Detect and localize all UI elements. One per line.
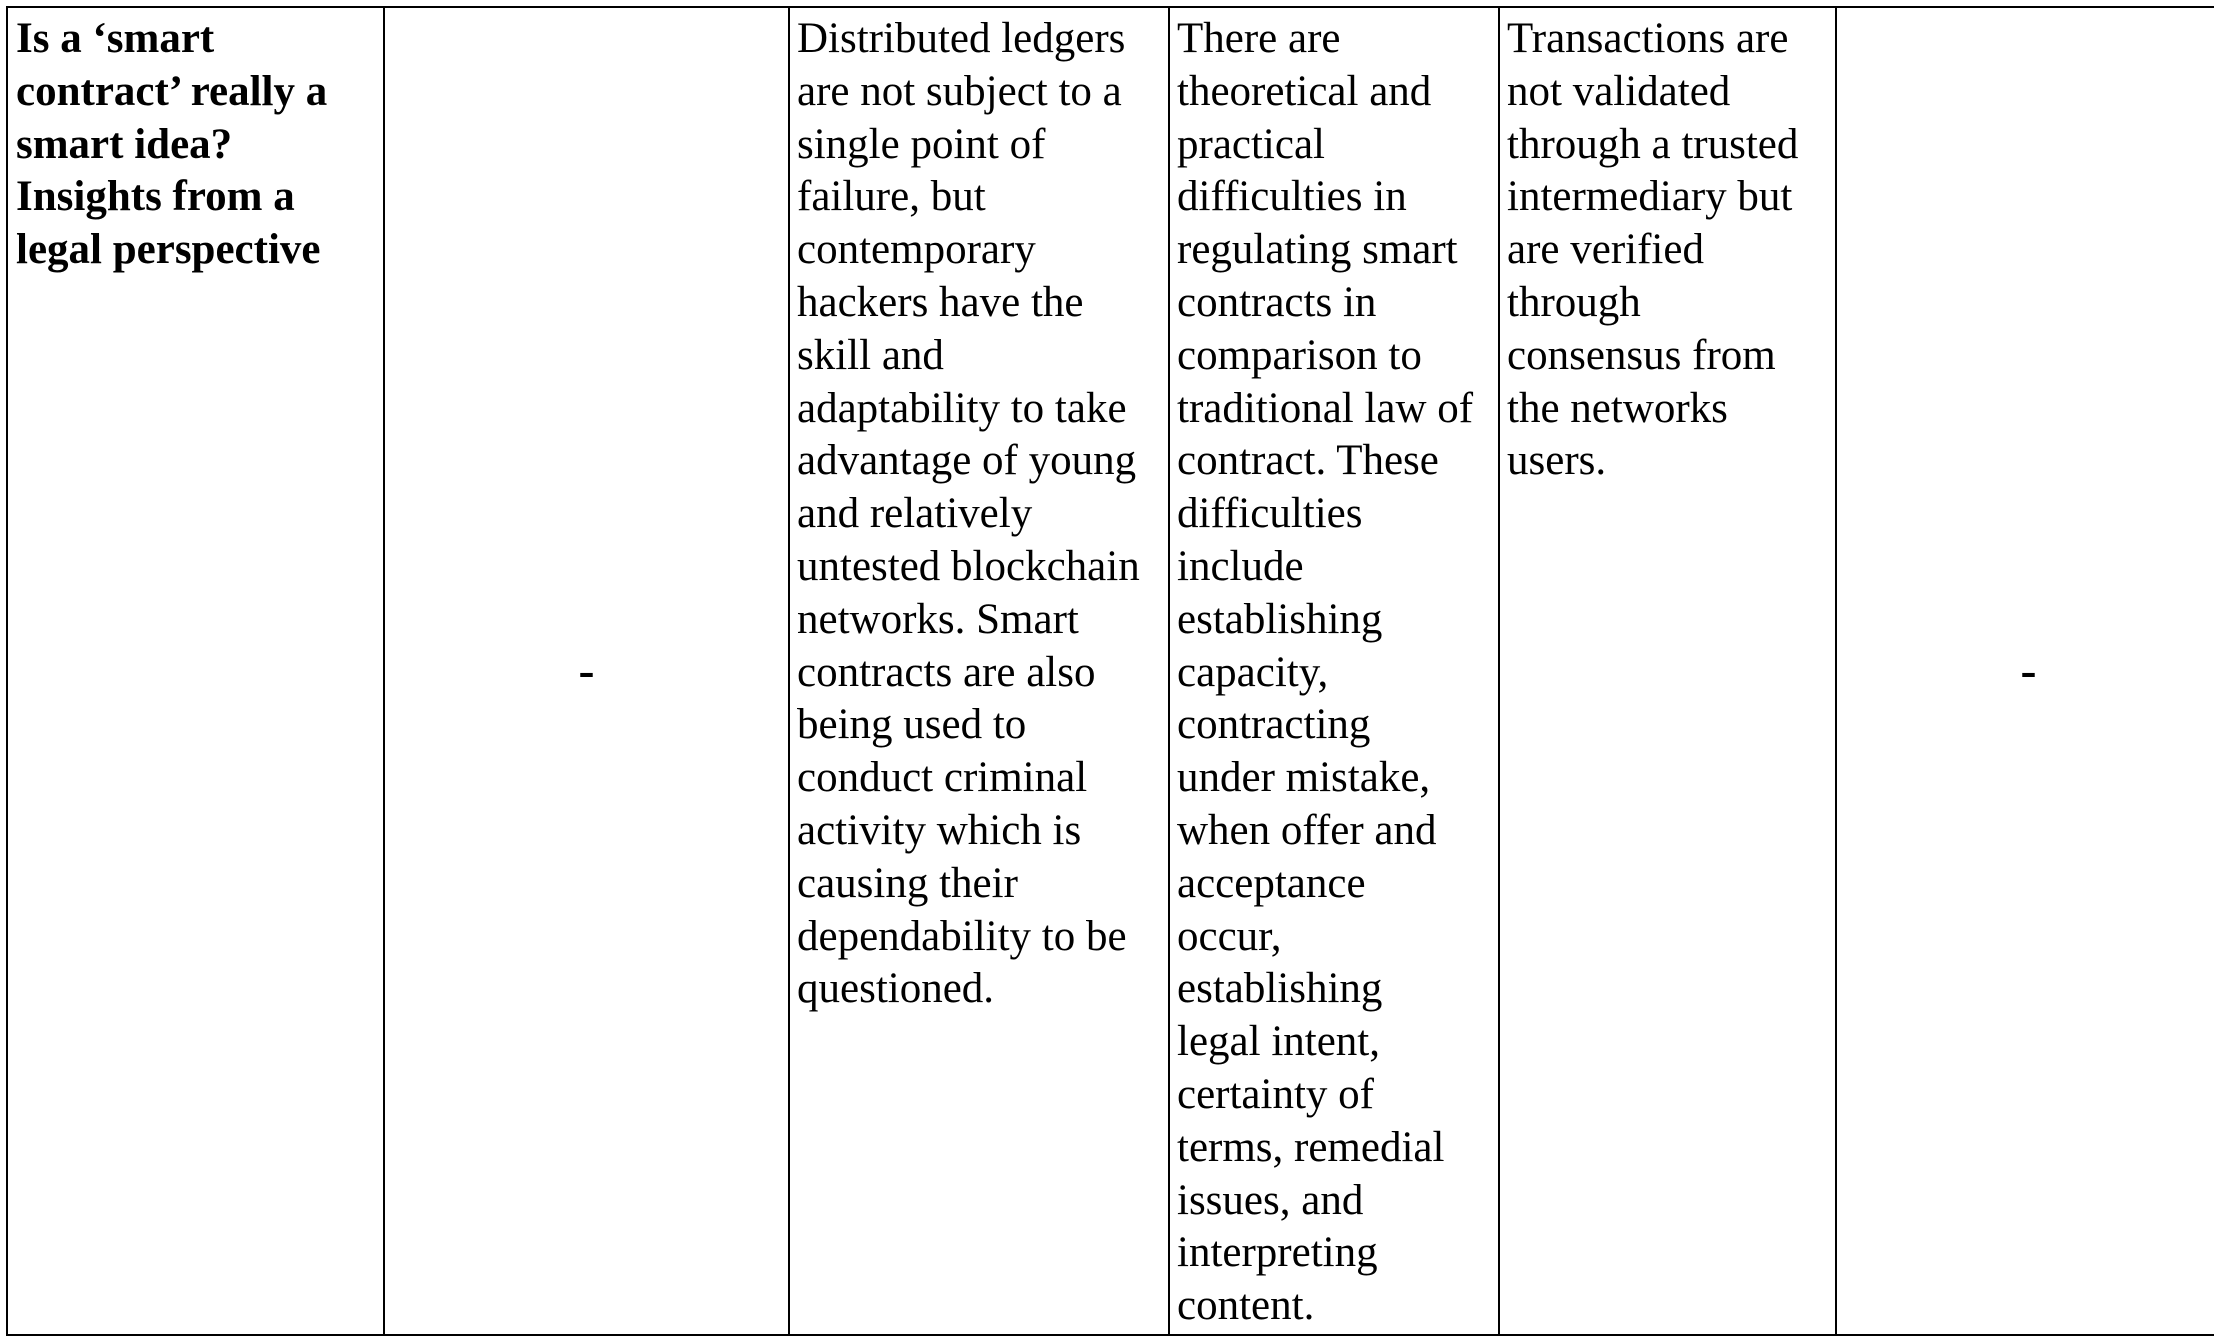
validation-cell (1499, 7, 1836, 1335)
table-row (7, 7, 2214, 1335)
challenges-text: Distributed ledgers are not subject to a single point of failure, but contemporary hackers have the skill and adaptability to take advantage of young and relatively untested blockchain networks. Smart contracts are also being used to conduct criminal activity which is causing their dependability to be questioned. (797, 15, 1140, 1013)
paper-title-cell (7, 7, 384, 1335)
legal-difficulties-cell (1169, 7, 1499, 1335)
challenges-cell (789, 7, 1169, 1335)
paper-title: Is a ‘smart contract’ really a smart idea? Insights from a legal perspective (16, 15, 328, 274)
dash-placeholder: - (578, 643, 595, 697)
empty-cell-column-6 (1836, 7, 2214, 1335)
dash-placeholder: - (2020, 643, 2037, 697)
empty-cell-column-2 (384, 7, 789, 1335)
legal-difficulties-text: There are theoretical and practical difficulties in regulating smart contracts in comparison to traditional law of contract. These difficulties include establishing capacity, contracting under mistake, when offer and acceptance occur, establishing legal intent, certainty of terms, remedial issues, and interpreting content. (1177, 15, 1474, 1330)
validation-text: Transactions are not validated through a trusted intermediary but are verified through consensus from the networks users. (1507, 15, 1799, 485)
comparison-table (6, 6, 2214, 1336)
